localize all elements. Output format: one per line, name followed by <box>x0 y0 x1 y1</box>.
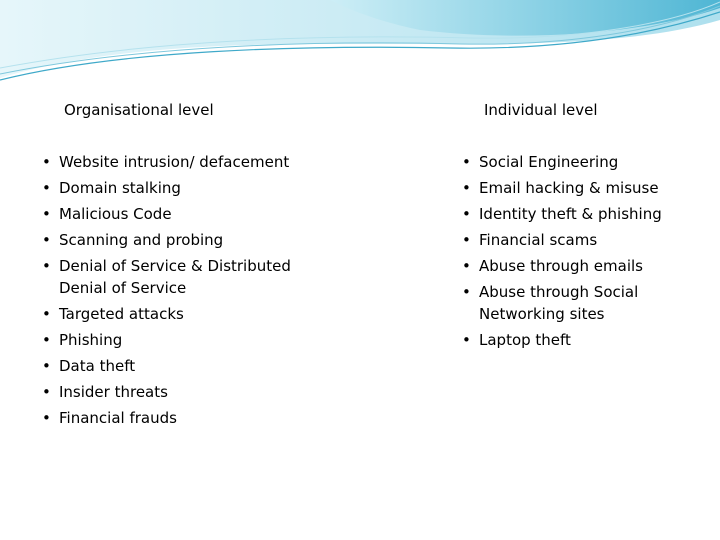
list-item <box>462 255 702 277</box>
bullet-icon: • <box>42 357 51 375</box>
bullet-icon: • <box>462 179 471 197</box>
list-item <box>42 329 302 351</box>
list-item <box>42 355 302 377</box>
list-item-text: Denial of Service & Distributed Denial of Service <box>59 257 291 297</box>
list-item-text: Social Engineering <box>479 153 619 171</box>
list-item-text: Data theft <box>59 357 136 375</box>
list-item-text: Website intrusion/ defacement <box>59 153 290 171</box>
list-item-text: Email hacking & misuse <box>479 179 659 197</box>
list-item-text: Scanning and probing <box>59 231 224 249</box>
list-item <box>42 203 302 225</box>
bullet-icon: • <box>42 383 51 401</box>
bullet-icon: • <box>42 331 51 349</box>
list-item <box>462 151 702 173</box>
list-item-text: Identity theft & phishing <box>479 205 662 223</box>
list-item <box>462 203 702 225</box>
organisational-level-heading: Organisational level <box>64 101 214 119</box>
bullet-icon: • <box>42 153 51 171</box>
bullet-icon: • <box>462 331 471 349</box>
list-item <box>462 329 702 351</box>
bullet-icon: • <box>462 231 471 249</box>
bullet-icon: • <box>462 153 471 171</box>
header-wave-decoration <box>0 0 720 95</box>
bullet-icon: • <box>462 283 471 301</box>
list-item-text: Financial frauds <box>59 409 177 427</box>
list-item <box>42 407 302 429</box>
individual-level-heading: Individual level <box>484 101 598 119</box>
bullet-icon: • <box>42 205 51 223</box>
bullet-icon: • <box>42 409 51 427</box>
list-item-text: Abuse through emails <box>479 257 643 275</box>
list-item-text: Phishing <box>59 331 123 349</box>
bullet-icon: • <box>42 231 51 249</box>
list-item <box>42 303 302 325</box>
bullet-icon: • <box>42 305 51 323</box>
list-item-text: Laptop theft <box>479 331 571 349</box>
list-item <box>42 229 302 251</box>
bullet-icon: • <box>462 257 471 275</box>
organisational-threat-list <box>42 151 302 433</box>
list-item-text: Domain stalking <box>59 179 181 197</box>
bullet-icon: • <box>42 257 51 275</box>
list-item <box>42 151 302 173</box>
list-item <box>42 381 302 403</box>
bullet-icon: • <box>42 179 51 197</box>
list-item <box>42 177 302 199</box>
list-item-text: Targeted attacks <box>59 305 184 323</box>
list-item <box>462 229 702 251</box>
list-item <box>462 177 702 199</box>
list-item <box>42 255 302 299</box>
bullet-icon: • <box>462 205 471 223</box>
list-item-text: Financial scams <box>479 231 598 249</box>
individual-threat-list <box>462 151 702 355</box>
list-item <box>462 281 702 325</box>
list-item-text: Malicious Code <box>59 205 172 223</box>
list-item-text: Insider threats <box>59 383 168 401</box>
list-item-text: Abuse through Social Networking sites <box>479 283 639 323</box>
